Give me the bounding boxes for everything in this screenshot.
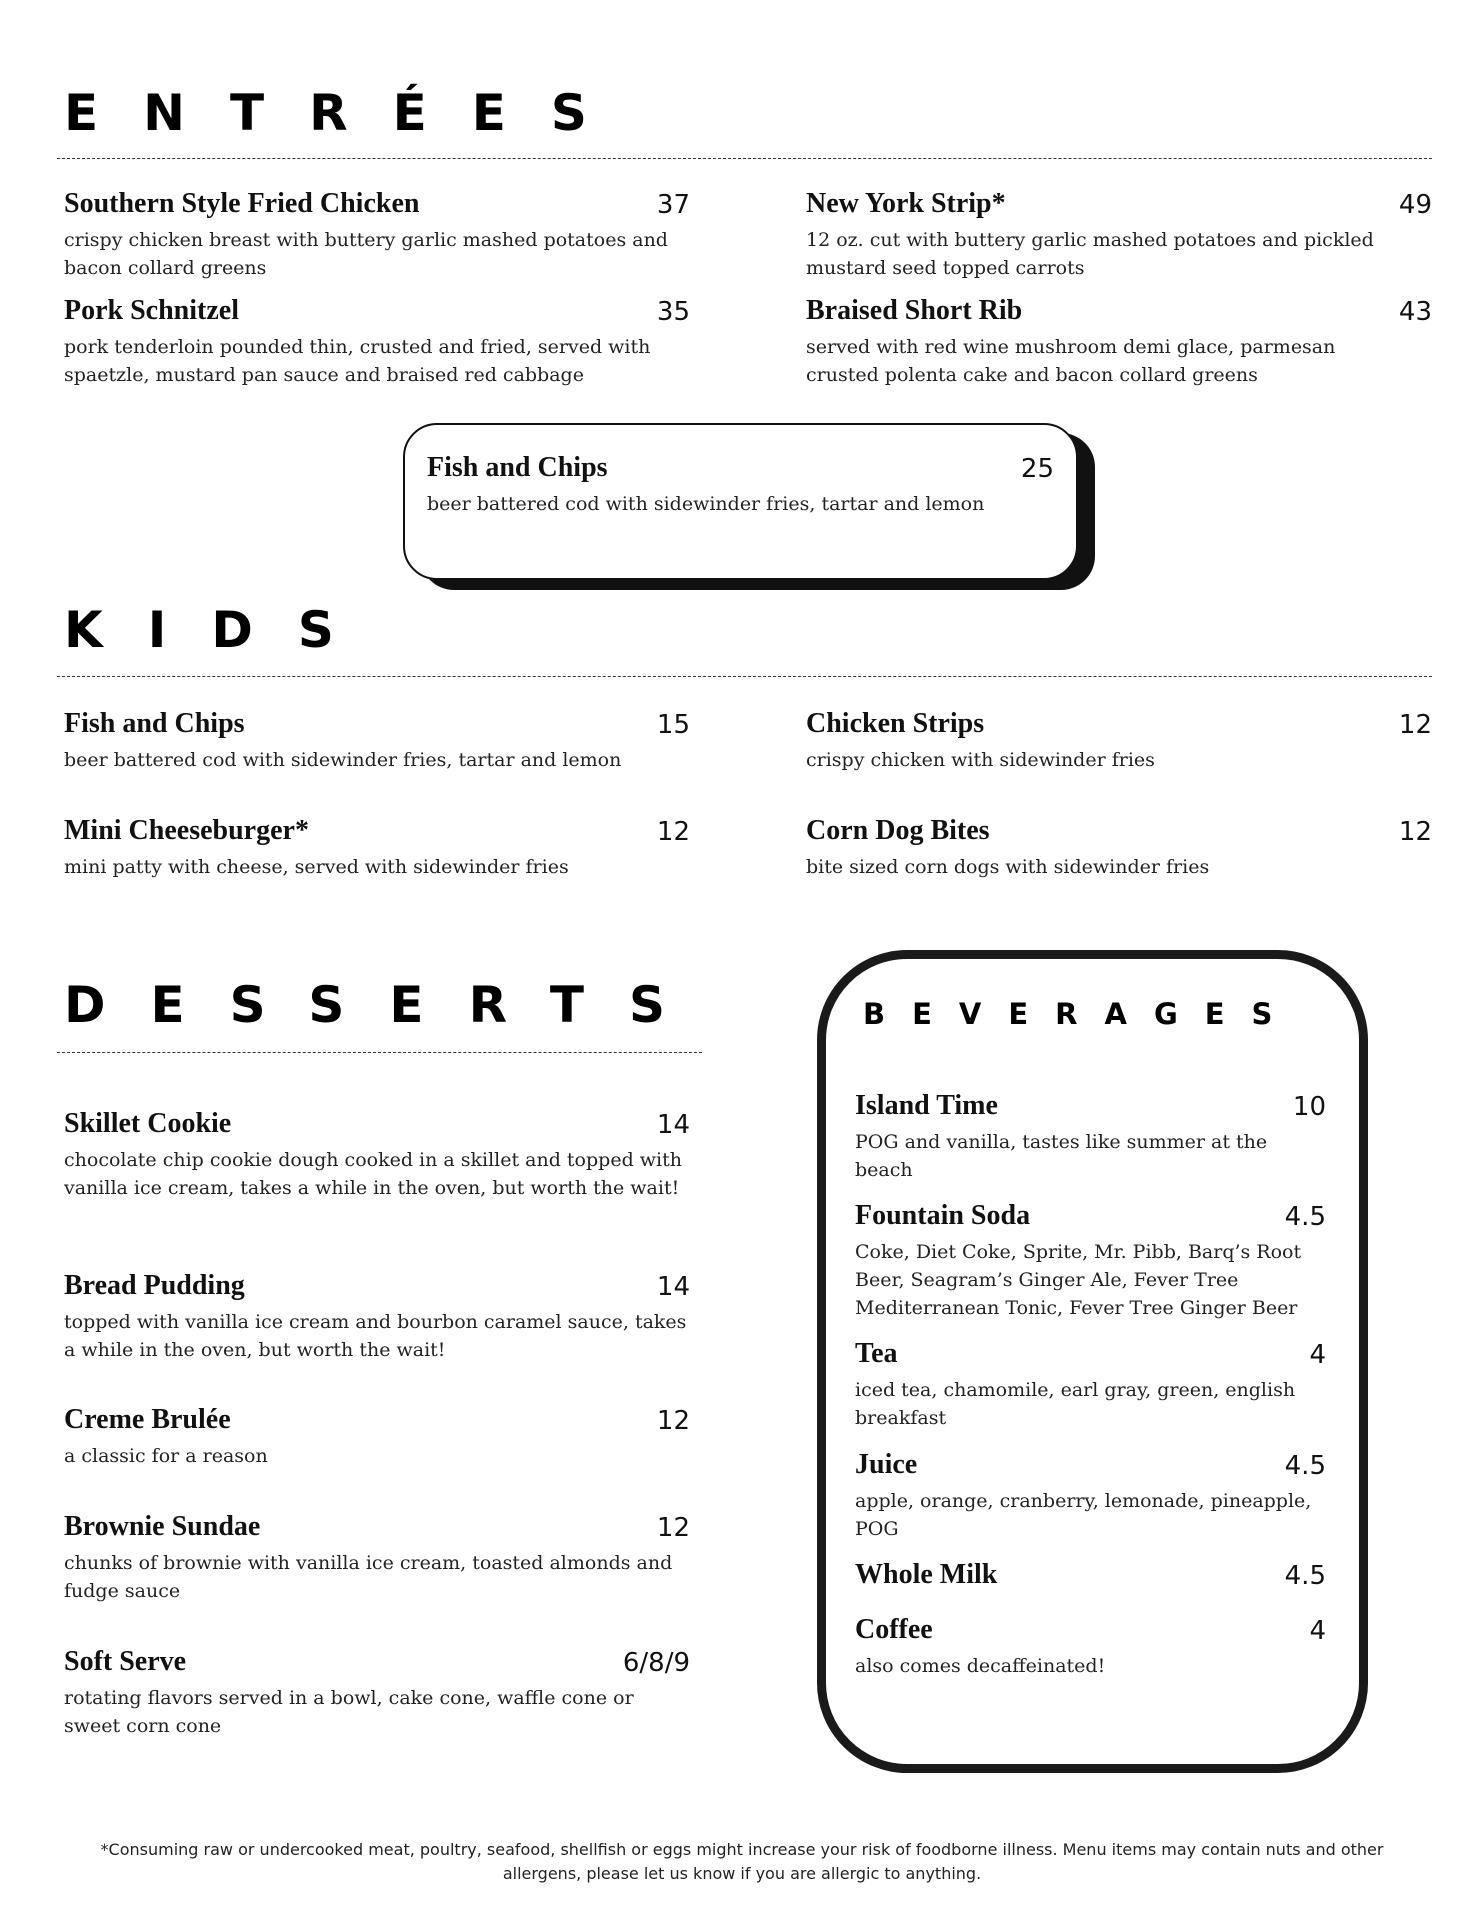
menu-item-name: Skillet Cookie <box>64 1108 232 1139</box>
menu-item-description: rotating flavors served in a bowl, cake cone, waffle cone or sweet corn cone <box>64 1687 634 1737</box>
menu-item-name: Fish and Chips <box>64 708 245 739</box>
menu-item-price: 14 <box>656 1272 690 1302</box>
menu-item-name: Brownie Sundae <box>64 1511 261 1542</box>
menu-item-price: 6/8/9 <box>622 1648 690 1678</box>
beverage-description: POG and vanilla, tastes like summer at the beach <box>855 1131 1268 1181</box>
beverage-name: Fountain Soda <box>855 1200 1031 1231</box>
menu-item-price: 15 <box>656 710 690 740</box>
beverage-name: Whole Milk <box>855 1559 998 1590</box>
menu-item-description: served with red wine mushroom demi glace, parmesan crusted polenta cake and bacon collard greens <box>806 336 1336 386</box>
menu-item-description: pork tenderloin pounded thin, crusted and fried, served with spaetzle, mustard pan sauce and braised red cabbage <box>64 336 651 386</box>
menu-item-price: 12 <box>1398 710 1432 740</box>
featured-item-name: Fish and Chips <box>427 452 608 483</box>
beverage-name: Coffee <box>855 1614 933 1645</box>
entrees-divider <box>57 158 1432 159</box>
desserts-heading: DESSERTS <box>64 976 710 1034</box>
beverage-price: 4 <box>1309 1616 1326 1646</box>
menu-item-name: Southern Style Fried Chicken <box>64 188 420 219</box>
menu-item-name: New York Strip* <box>806 188 1006 219</box>
beverage-description: iced tea, chamomile, earl gray, green, english breakfast <box>855 1379 1296 1429</box>
beverages-heading: BEVERAGES <box>863 997 1300 1031</box>
menu-item-name: Mini Cheeseburger* <box>64 815 309 846</box>
featured-item-price: 25 <box>1020 454 1054 484</box>
entrees-heading: ENTRÉES <box>64 84 632 142</box>
kids-heading: KIDS <box>64 601 379 659</box>
menu-item-price: 12 <box>1398 817 1432 847</box>
menu-item-price: 12 <box>656 817 690 847</box>
menu-item-price: 35 <box>656 297 690 327</box>
beverage-name: Tea <box>855 1338 898 1369</box>
menu-item-name: Chicken Strips <box>806 708 985 739</box>
menu-item-description: mini patty with cheese, served with sidewinder fries <box>64 856 569 878</box>
menu-item-price: 12 <box>656 1406 690 1436</box>
menu-item-description: a classic for a reason <box>64 1445 268 1467</box>
menu-item-price: 12 <box>656 1513 690 1543</box>
beverage-name: Juice <box>855 1449 918 1480</box>
menu-item-price: 49 <box>1398 190 1432 220</box>
menu-item-name: Pork Schnitzel <box>64 295 239 326</box>
menu-item-name: Bread Pudding <box>64 1270 245 1301</box>
menu-item-name: Soft Serve <box>64 1646 187 1677</box>
menu-item-description: bite sized corn dogs with sidewinder fries <box>806 856 1210 878</box>
beverage-price: 4.5 <box>1284 1202 1326 1232</box>
beverage-description: apple, orange, cranberry, lemonade, pineapple, POG <box>855 1490 1312 1540</box>
menu-item-name: Creme Brulée <box>64 1404 231 1435</box>
menu-item-price: 37 <box>656 190 690 220</box>
menu-item-name: Braised Short Rib <box>806 295 1023 326</box>
beverage-name: Island Time <box>855 1090 998 1121</box>
menu-item-description: crispy chicken breast with buttery garlic mashed potatoes and bacon collard greens <box>64 229 668 279</box>
menu-item-description: crispy chicken with sidewinder fries <box>806 749 1155 771</box>
menu-item-description: chocolate chip cookie dough cooked in a skillet and topped with vanilla ice cream, takes a while in the oven, but worth the wait! <box>64 1149 682 1199</box>
menu-item-description: 12 oz. cut with buttery garlic mashed potatoes and pickled mustard seed topped carrots <box>806 229 1374 279</box>
menu-item-price: 14 <box>656 1110 690 1140</box>
allergen-footnote: *Consuming raw or undercooked meat, poultry, seafood, shellfish or eggs might increase your risk of foodborne illness. Menu items may contain nuts and other allergens, please let us know if you are allergic to anything. <box>100 1840 1384 1883</box>
beverage-description: Coke, Diet Coke, Sprite, Mr. Pibb, Barq’s Root Beer, Seagram’s Ginger Ale, Fever Tree Mediterranean Tonic, Fever Tree Ginger Beer <box>855 1241 1302 1319</box>
beverage-price: 4.5 <box>1284 1451 1326 1481</box>
desserts-divider <box>57 1052 702 1053</box>
menu-item-price: 43 <box>1398 297 1432 327</box>
beverage-price: 4 <box>1309 1340 1326 1370</box>
menu-item-description: beer battered cod with sidewinder fries, tartar and lemon <box>64 749 622 771</box>
menu-item-description: topped with vanilla ice cream and bourbon caramel sauce, takes a while in the oven, but worth the wait! <box>64 1311 687 1361</box>
beverage-price: 10 <box>1292 1092 1326 1122</box>
beverage-description: also comes decaffeinated! <box>855 1655 1106 1677</box>
featured-item-description: beer battered cod with sidewinder fries, tartar and lemon <box>427 493 985 515</box>
menu-item-name: Corn Dog Bites <box>806 815 990 846</box>
kids-divider <box>57 676 1432 677</box>
menu-item-description: chunks of brownie with vanilla ice cream, toasted almonds and fudge sauce <box>64 1552 673 1602</box>
beverage-price: 4.5 <box>1284 1561 1326 1591</box>
